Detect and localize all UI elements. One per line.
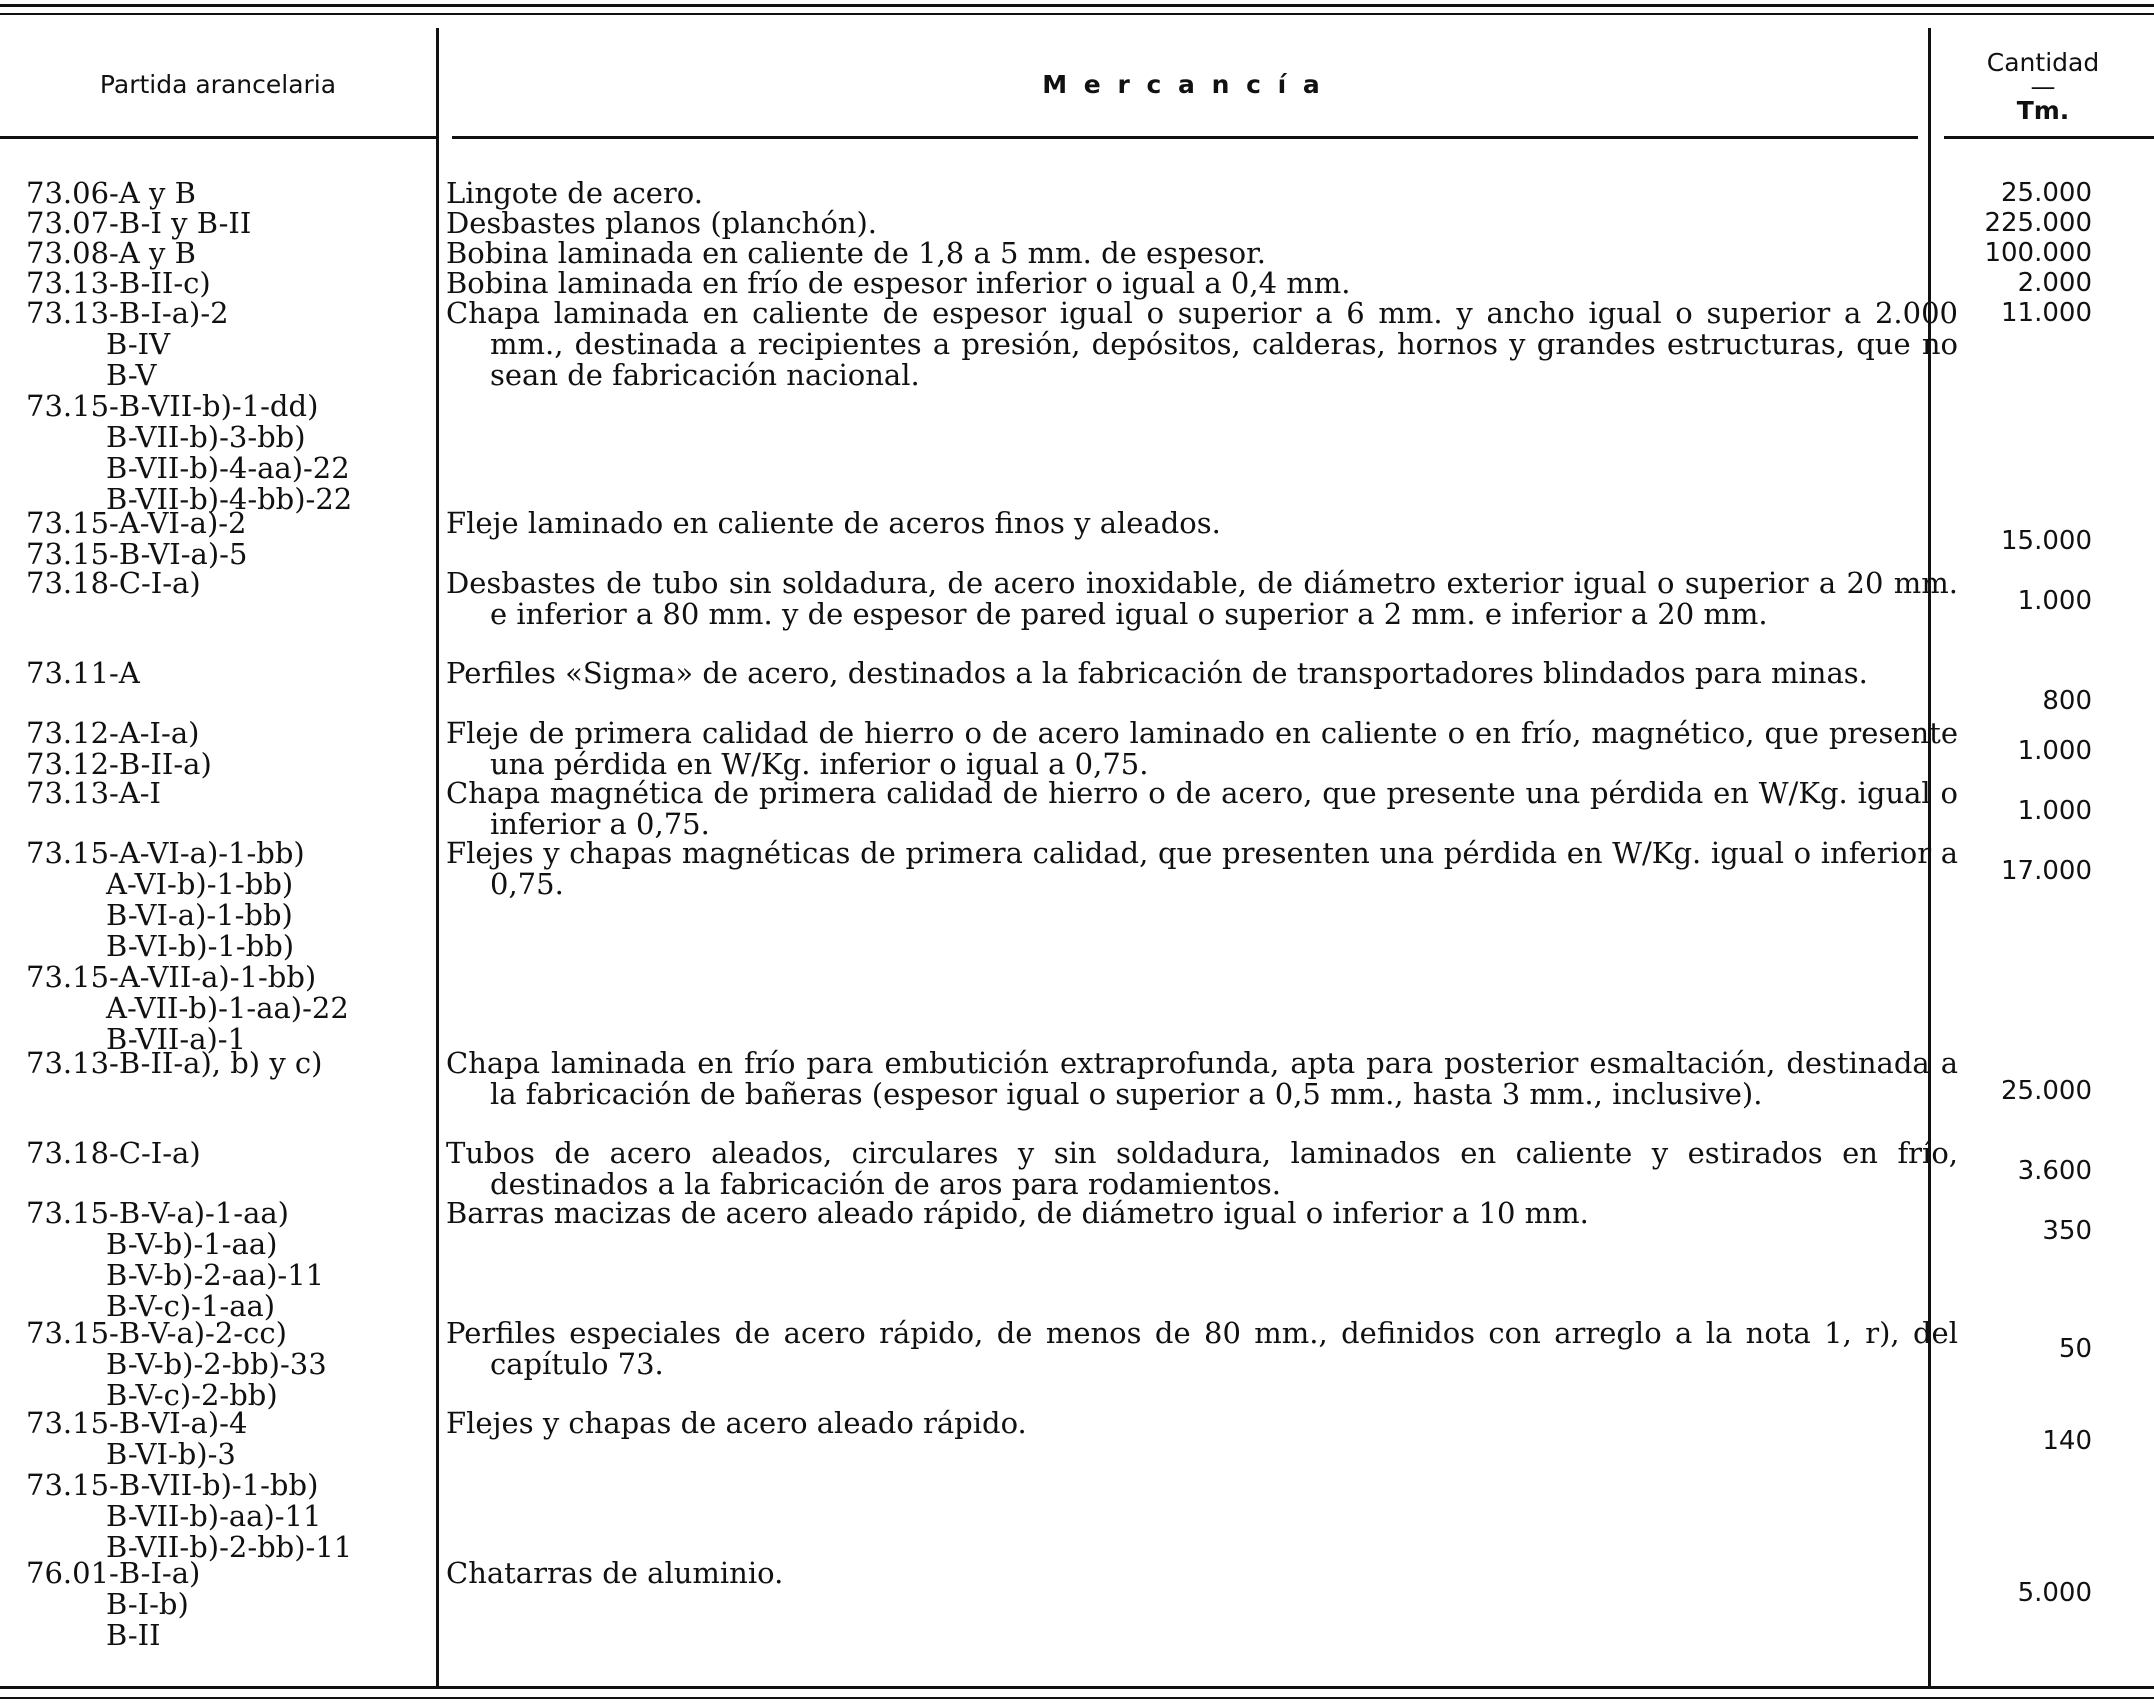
tariff-codes <box>26 1408 426 1563</box>
tariff-codes <box>26 1558 426 1651</box>
tariff-code: 73.15-B-VI-a)-4 <box>26 1406 248 1440</box>
tariff-codes <box>26 838 426 1055</box>
tariff-codes <box>26 268 426 299</box>
merchandise-description: Lingote de acero. <box>446 176 703 210</box>
quantity-tm: 350 <box>2042 1216 2092 1246</box>
tariff-code: 73.13-B-II-c) <box>26 266 211 300</box>
tariff-codes <box>26 1048 426 1079</box>
bottom-rule-thick <box>0 1686 2154 1689</box>
tariff-code: 73.13-B-II-a), b) y c) <box>26 1046 323 1080</box>
tariff-codes <box>26 208 426 239</box>
quantity-tm: 50 <box>2058 1334 2092 1364</box>
header-rule-left <box>0 136 436 139</box>
tariff-code: 73.07-B-I y B-II <box>26 206 252 240</box>
quantity-tm: 225.000 <box>1984 208 2092 238</box>
merchandise-description: Bobina laminada en frío de espesor inferior o igual a 0,4 mm. <box>446 266 1351 300</box>
tariff-code: 73.18-C-I-a) <box>26 1136 201 1170</box>
quantity-tm: 11.000 <box>2001 298 2092 328</box>
tariff-code: 73.06-A y B <box>26 176 196 210</box>
tariff-code: B-VII-b)-4-bb)-22 <box>106 482 353 516</box>
tariff-code: B-V-b)-1-aa) <box>106 1227 278 1261</box>
tariff-codes <box>26 778 426 809</box>
quantity-tm: 800 <box>2042 686 2092 716</box>
merchandise-description: Chapa laminada en frío para embutición extraprofunda, apta para posterior esmaltación, destinada a la fabricación de bañeras (espesor igual o superior a 0,5 mm., hasta 3 mm., inclusive). <box>446 1046 1958 1111</box>
tariff-code: B-VII-b)-2-bb)-11 <box>106 1530 353 1564</box>
tariff-code: B-VII-b)-4-aa)-22 <box>106 451 350 485</box>
column-divider-1 <box>436 28 439 1686</box>
header-rule-right <box>1944 136 2154 139</box>
tariff-code: A-VII-b)-1-aa)-22 <box>106 991 349 1025</box>
quantity-tm: 5.000 <box>2017 1578 2092 1608</box>
merchandise-description: Tubos de acero aleados, circulares y sin soldadura, laminados en caliente y estirados en frío, destinados a la fabricación de aros para rodamientos. <box>446 1136 1958 1201</box>
merchandise-description: Perfiles «Sigma» de acero, destinados a la fabricación de transportadores blindados para minas. <box>446 656 1868 690</box>
tariff-code: 73.18-C-I-a) <box>26 566 201 600</box>
tariff-code: B-VI-b)-3 <box>106 1437 236 1471</box>
tariff-code: 73.13-A-I <box>26 776 162 810</box>
tariff-codes <box>26 1138 426 1169</box>
tariff-code: B-VII-b)-3-bb) <box>106 420 306 454</box>
quantity-tm: 17.000 <box>2001 856 2092 886</box>
tariff-code: B-VII-b)-aa)-11 <box>106 1499 322 1533</box>
quantity-tm: 3.600 <box>2017 1156 2092 1186</box>
tariff-code: 73.15-B-V-a)-2-cc) <box>26 1316 287 1350</box>
merchandise-description: Bobina laminada en caliente de 1,8 a 5 mm. de espesor. <box>446 236 1267 270</box>
merchandise-description: Fleje laminado en caliente de aceros finos y aleados. <box>446 506 1221 540</box>
merchandise-description: Desbastes planos (planchón). <box>446 206 878 240</box>
top-rule-thin <box>0 13 2154 15</box>
tariff-code: 73.13-B-I-a)-2 <box>26 296 229 330</box>
merchandise-description: Chatarras de aluminio. <box>446 1556 784 1590</box>
tariff-code: 73.15-A-VI-a)-1-bb) <box>26 836 305 870</box>
quantity-tm: 140 <box>2042 1426 2092 1456</box>
tariff-code: B-V-b)-2-aa)-11 <box>106 1258 325 1292</box>
header-partida: Partida arancelaria <box>99 70 337 99</box>
tariff-code: 73.15-B-V-a)-1-aa) <box>26 1196 289 1230</box>
tariff-code: B-V-b)-2-bb)-33 <box>106 1347 327 1381</box>
tariff-code: 73.11-A <box>26 656 140 690</box>
quantity-tm: 25.000 <box>2001 178 2092 208</box>
tariff-code: B-V-c)-1-aa) <box>106 1289 276 1323</box>
tariff-code: B-VI-b)-1-bb) <box>106 929 295 963</box>
tariff-code: 73.15-B-VII-b)-1-dd) <box>26 389 319 423</box>
tariff-codes <box>26 508 426 570</box>
top-rule-thick <box>0 4 2154 7</box>
tariff-code: 73.15-A-VI-a)-2 <box>26 506 247 540</box>
tariff-code: A-VI-b)-1-bb) <box>106 867 294 901</box>
quantity-tm: 15.000 <box>2001 526 2092 556</box>
header-cantidad: Cantidad <box>1986 48 2100 77</box>
quantity-tm: 1.000 <box>2017 736 2092 766</box>
merchandise-description: Perfiles especiales de acero rápido, de menos de 80 mm., definidos con arreglo a la nota 1, r), del capítulo 73. <box>446 1316 1958 1381</box>
tariff-code: 73.15-B-VII-b)-1-bb) <box>26 1468 319 1502</box>
tariff-code: 73.15-B-VI-a)-5 <box>26 537 248 571</box>
merchandise-description: Fleje de primera calidad de hierro o de acero laminado en caliente o en frío, magnético, que presente una pérdida en W/Kg. inferior o igual a 0,75. <box>446 716 1958 781</box>
header-mercancia: M e r c a n c í a <box>1042 70 1324 99</box>
tariff-code: B-VII-a)-1 <box>106 1022 247 1056</box>
bottom-rule-thin <box>0 1697 2154 1699</box>
quantity-tm: 1.000 <box>2017 586 2092 616</box>
merchandise-description: Desbastes de tubo sin soldadura, de acero inoxidable, de diámetro exterior igual o superior a 20 mm. e inferior a 80 mm. y de espesor de pared igual o superior a 2 mm. e inferior a 20 mm. <box>446 566 1958 631</box>
tariff-code: B-II <box>106 1618 161 1652</box>
tariff-code: 73.15-A-VII-a)-1-bb) <box>26 960 317 994</box>
merchandise-description: Flejes y chapas magnéticas de primera calidad, que presenten una pérdida en W/Kg. igual o inferior a 0,75. <box>446 836 1958 901</box>
quantity-tm: 1.000 <box>2017 796 2092 826</box>
merchandise-description: Chapa laminada en caliente de espesor igual o superior a 6 mm. y ancho igual o superior a 2.000 mm., destinada a recipientes a presión, depósitos, calderas, hornos y grandes estructuras, que no sean de fabricación nacional. <box>446 296 1958 392</box>
tariff-code: 73.12-B-II-a) <box>26 747 212 781</box>
tariff-codes <box>26 718 426 780</box>
header-cantidad-dash: — <box>2030 72 2056 101</box>
tariff-code: 76.01-B-I-a) <box>26 1556 201 1590</box>
tariff-codes <box>26 178 426 209</box>
tariff-codes <box>26 298 426 515</box>
tariff-code: B-VI-a)-1-bb) <box>106 898 293 932</box>
merchandise-description: Chapa magnética de primera calidad de hierro o de acero, que presente una pérdida en W/Kg. igual o inferior a 0,75. <box>446 776 1958 841</box>
merchandise-description: Barras macizas de acero aleado rápido, de diámetro igual o inferior a 10 mm. <box>446 1196 1589 1230</box>
header-cantidad-unit: Tm. <box>2016 96 2070 125</box>
quantity-tm: 100.000 <box>1984 238 2092 268</box>
tariff-codes <box>26 658 426 689</box>
tariff-codes <box>26 238 426 269</box>
tariff-code: B-V-c)-2-bb) <box>106 1378 278 1412</box>
header-rule-mid <box>452 136 1918 139</box>
tariff-code: B-I-b) <box>106 1587 189 1621</box>
tariff-code: 73.12-A-I-a) <box>26 716 200 750</box>
tariff-codes <box>26 1318 426 1411</box>
tariff-code: B-IV <box>106 327 171 361</box>
tariff-code: 73.08-A y B <box>26 236 196 270</box>
merchandise-description: Flejes y chapas de acero aleado rápido. <box>446 1406 1027 1440</box>
tariff-codes <box>26 1198 426 1322</box>
tariff-codes <box>26 568 426 599</box>
tariff-code: B-V <box>106 358 157 392</box>
quantity-tm: 2.000 <box>2017 268 2092 298</box>
quantity-tm: 25.000 <box>2001 1076 2092 1106</box>
